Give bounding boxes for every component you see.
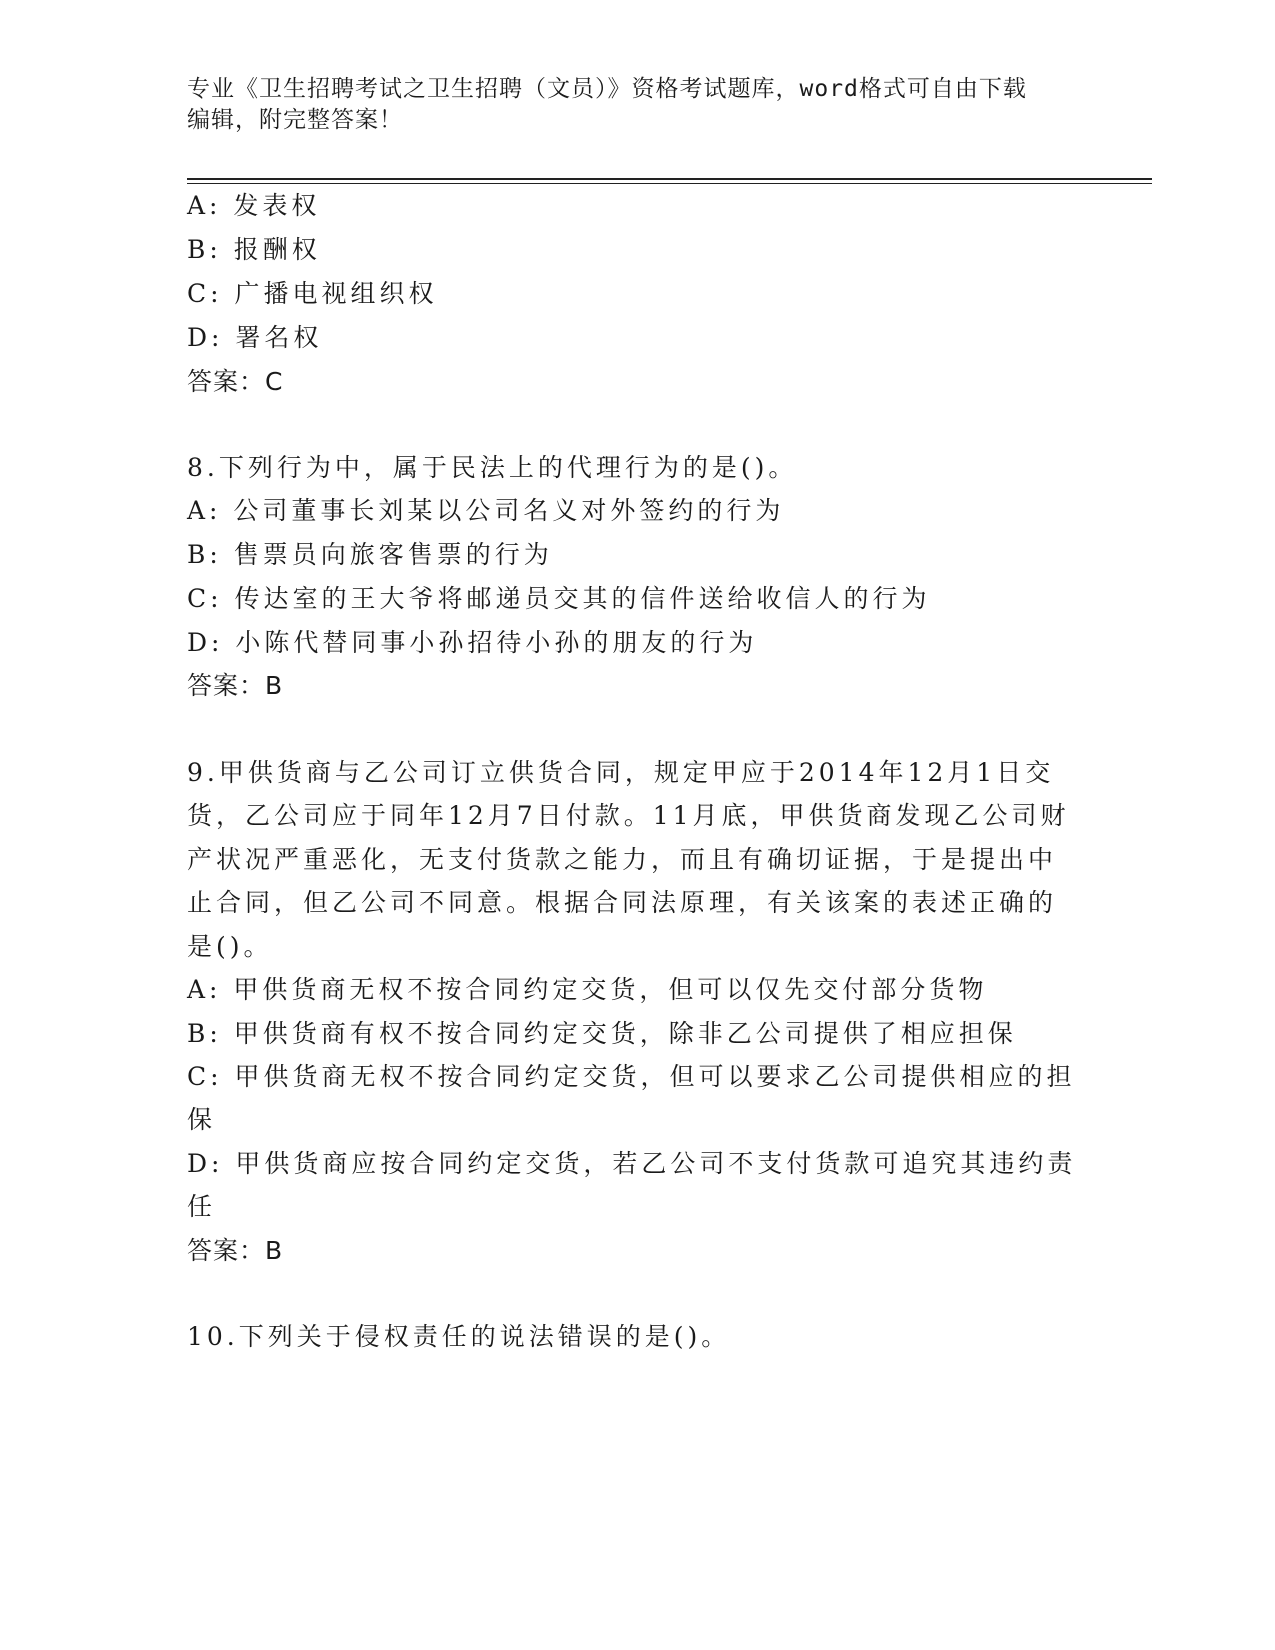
q7-option-d: D: 署名权 [187, 323, 323, 352]
q9-stem-line-5: 是()。 [187, 932, 273, 961]
q9-stem-line-3: 产状况严重恶化，无支付货款之能力，而且有确切证据，于是提出中 [187, 845, 1058, 874]
header-line-1: 专业《卫生招聘考试之卫生招聘（文员）》资格考试题库，word格式可自由下载 [187, 76, 1027, 102]
q9-option-a: A: 甲供货商无权不按合同约定交货，但可以仅先交付部分货物 [187, 975, 988, 1004]
q9-option-d-line-1: D: 甲供货商应按合同约定交货，若乙公司不支付货款可追究其违约责 [187, 1149, 1077, 1178]
q9-option-c-line-2: 保 [187, 1105, 217, 1134]
q7-answer: 答案：C [187, 367, 284, 396]
q8-stem: 8.下列行为中，属于民法上的代理行为的是()。 [187, 453, 798, 482]
q7-option-b: B: 报酬权 [187, 235, 321, 264]
header-divider-thick [187, 178, 1152, 180]
q8-option-d: D: 小陈代替同事小孙招待小孙的朋友的行为 [187, 628, 758, 657]
document-header [187, 74, 1067, 136]
q8-answer: 答案：B [187, 671, 284, 700]
q8-option-a: A: 公司董事长刘某以公司名义对外签约的行为 [187, 496, 785, 525]
q9-answer: 答案：B [187, 1236, 284, 1265]
q9-option-d-line-2: 任 [187, 1192, 217, 1221]
q9-option-c-line-1: C: 甲供货商无权不按合同约定交货，但可以要求乙公司提供相应的担 [187, 1062, 1076, 1091]
q9-stem-line-1: 9.甲供货商与乙公司订立供货合同，规定甲应于2014年12月1日交 [187, 758, 1055, 787]
header-divider-thin [187, 183, 1152, 184]
q9-stem-line-4: 止合同，但乙公司不同意。根据合同法原理，有关该案的表述正确的 [187, 888, 1058, 917]
q8-option-c: C: 传达室的王大爷将邮递员交其的信件送给收信人的行为 [187, 584, 931, 613]
q7-option-c: C: 广播电视组织权 [187, 279, 438, 308]
q10-stem: 10.下列关于侵权责任的说法错误的是()。 [187, 1322, 731, 1351]
q9-option-b: B: 甲供货商有权不按合同约定交货，除非乙公司提供了相应担保 [187, 1019, 1017, 1048]
q9-stem-line-2: 货，乙公司应于同年12月7日付款。11月底，甲供货商发现乙公司财 [187, 801, 1070, 830]
q7-option-a: A: 发表权 [187, 191, 321, 220]
header-line-2: 编辑，附完整答案！ [187, 107, 403, 133]
q8-option-b: B: 售票员向旅客售票的行为 [187, 540, 553, 569]
